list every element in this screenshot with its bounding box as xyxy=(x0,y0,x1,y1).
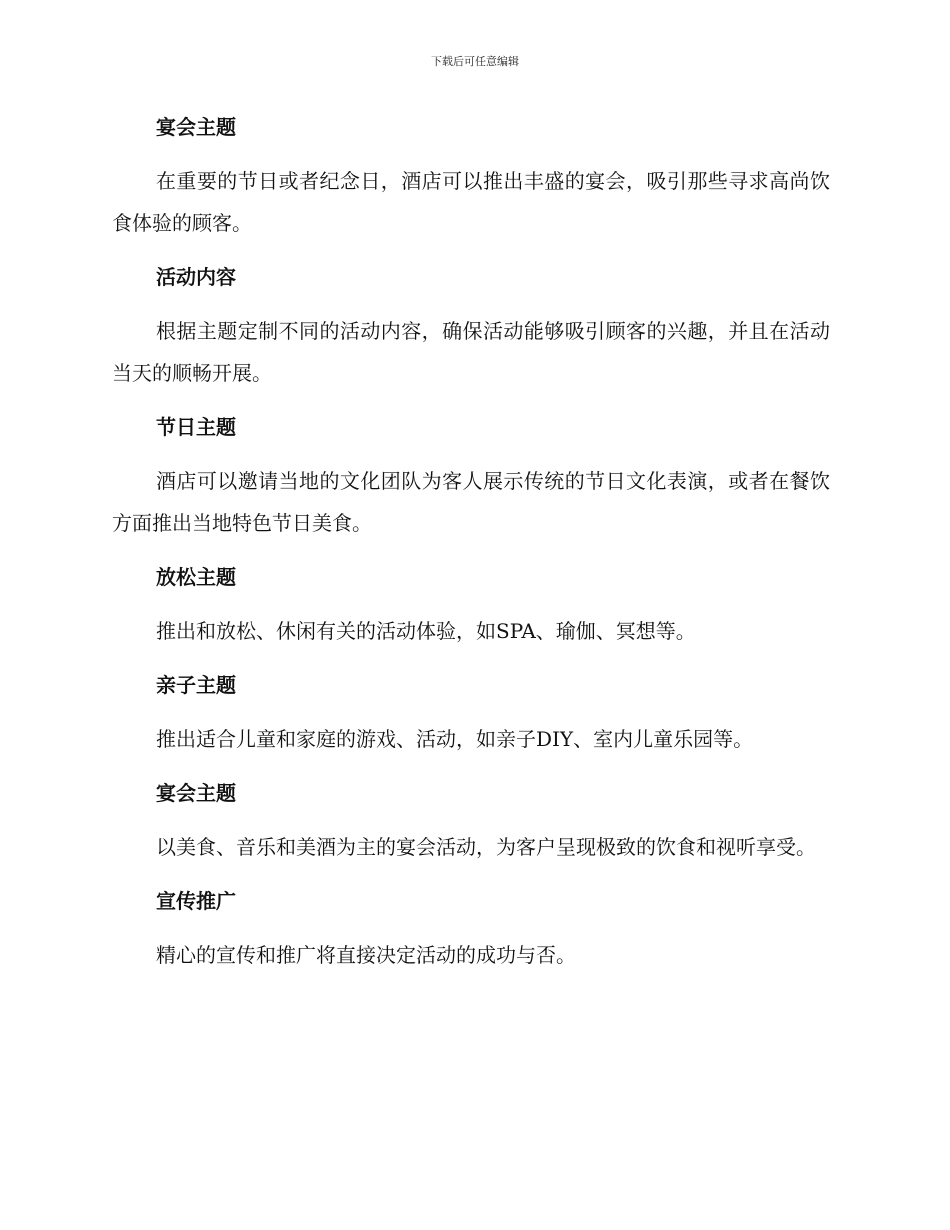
section-paragraph: 根据主题定制不同的活动内容，确保活动能够吸引顾客的兴趣，并且在活动当天的顺畅开展。 xyxy=(112,319,830,385)
section-paragraph: 推出适合儿童和家庭的游戏、活动，如亲子DIY、室内儿童乐园等。 xyxy=(156,727,754,751)
section-paragraph: 推出和放松、休闲有关的活动体验，如SPA、瑜伽、冥想等。 xyxy=(156,619,696,643)
section-title: 宴会主题 xyxy=(156,115,236,139)
section-title: 亲子主题 xyxy=(156,673,236,697)
section-family-theme xyxy=(112,666,830,760)
section-title: 宣传推广 xyxy=(156,889,236,913)
section-title: 活动内容 xyxy=(156,265,236,289)
section-title: 宴会主题 xyxy=(156,781,236,805)
section-paragraph: 精心的宣传和推广将直接决定活动的成功与否。 xyxy=(156,943,576,967)
section-relax-theme xyxy=(112,558,830,652)
document-body xyxy=(112,108,830,990)
section-holiday-theme xyxy=(112,408,830,544)
section-promotion xyxy=(112,882,830,976)
section-activity-content xyxy=(112,258,830,394)
section-paragraph: 在重要的节日或者纪念日，酒店可以推出丰盛的宴会，吸引那些寻求高尚饮食体验的顾客。 xyxy=(112,169,830,235)
section-paragraph: 酒店可以邀请当地的文化团队为客人展示传统的节日文化表演，或者在餐饮方面推出当地特色节日美食。 xyxy=(112,469,830,535)
section-title: 节日主题 xyxy=(156,415,236,439)
page-header: 下载后可任意编辑 xyxy=(431,55,519,68)
section-paragraph: 以美食、音乐和美酒为主的宴会活动，为客户呈现极致的饮食和视听享受。 xyxy=(156,835,816,859)
section-title: 放松主题 xyxy=(156,565,236,589)
section-banquet-theme xyxy=(112,108,830,244)
section-banquet-theme-2 xyxy=(112,774,830,868)
